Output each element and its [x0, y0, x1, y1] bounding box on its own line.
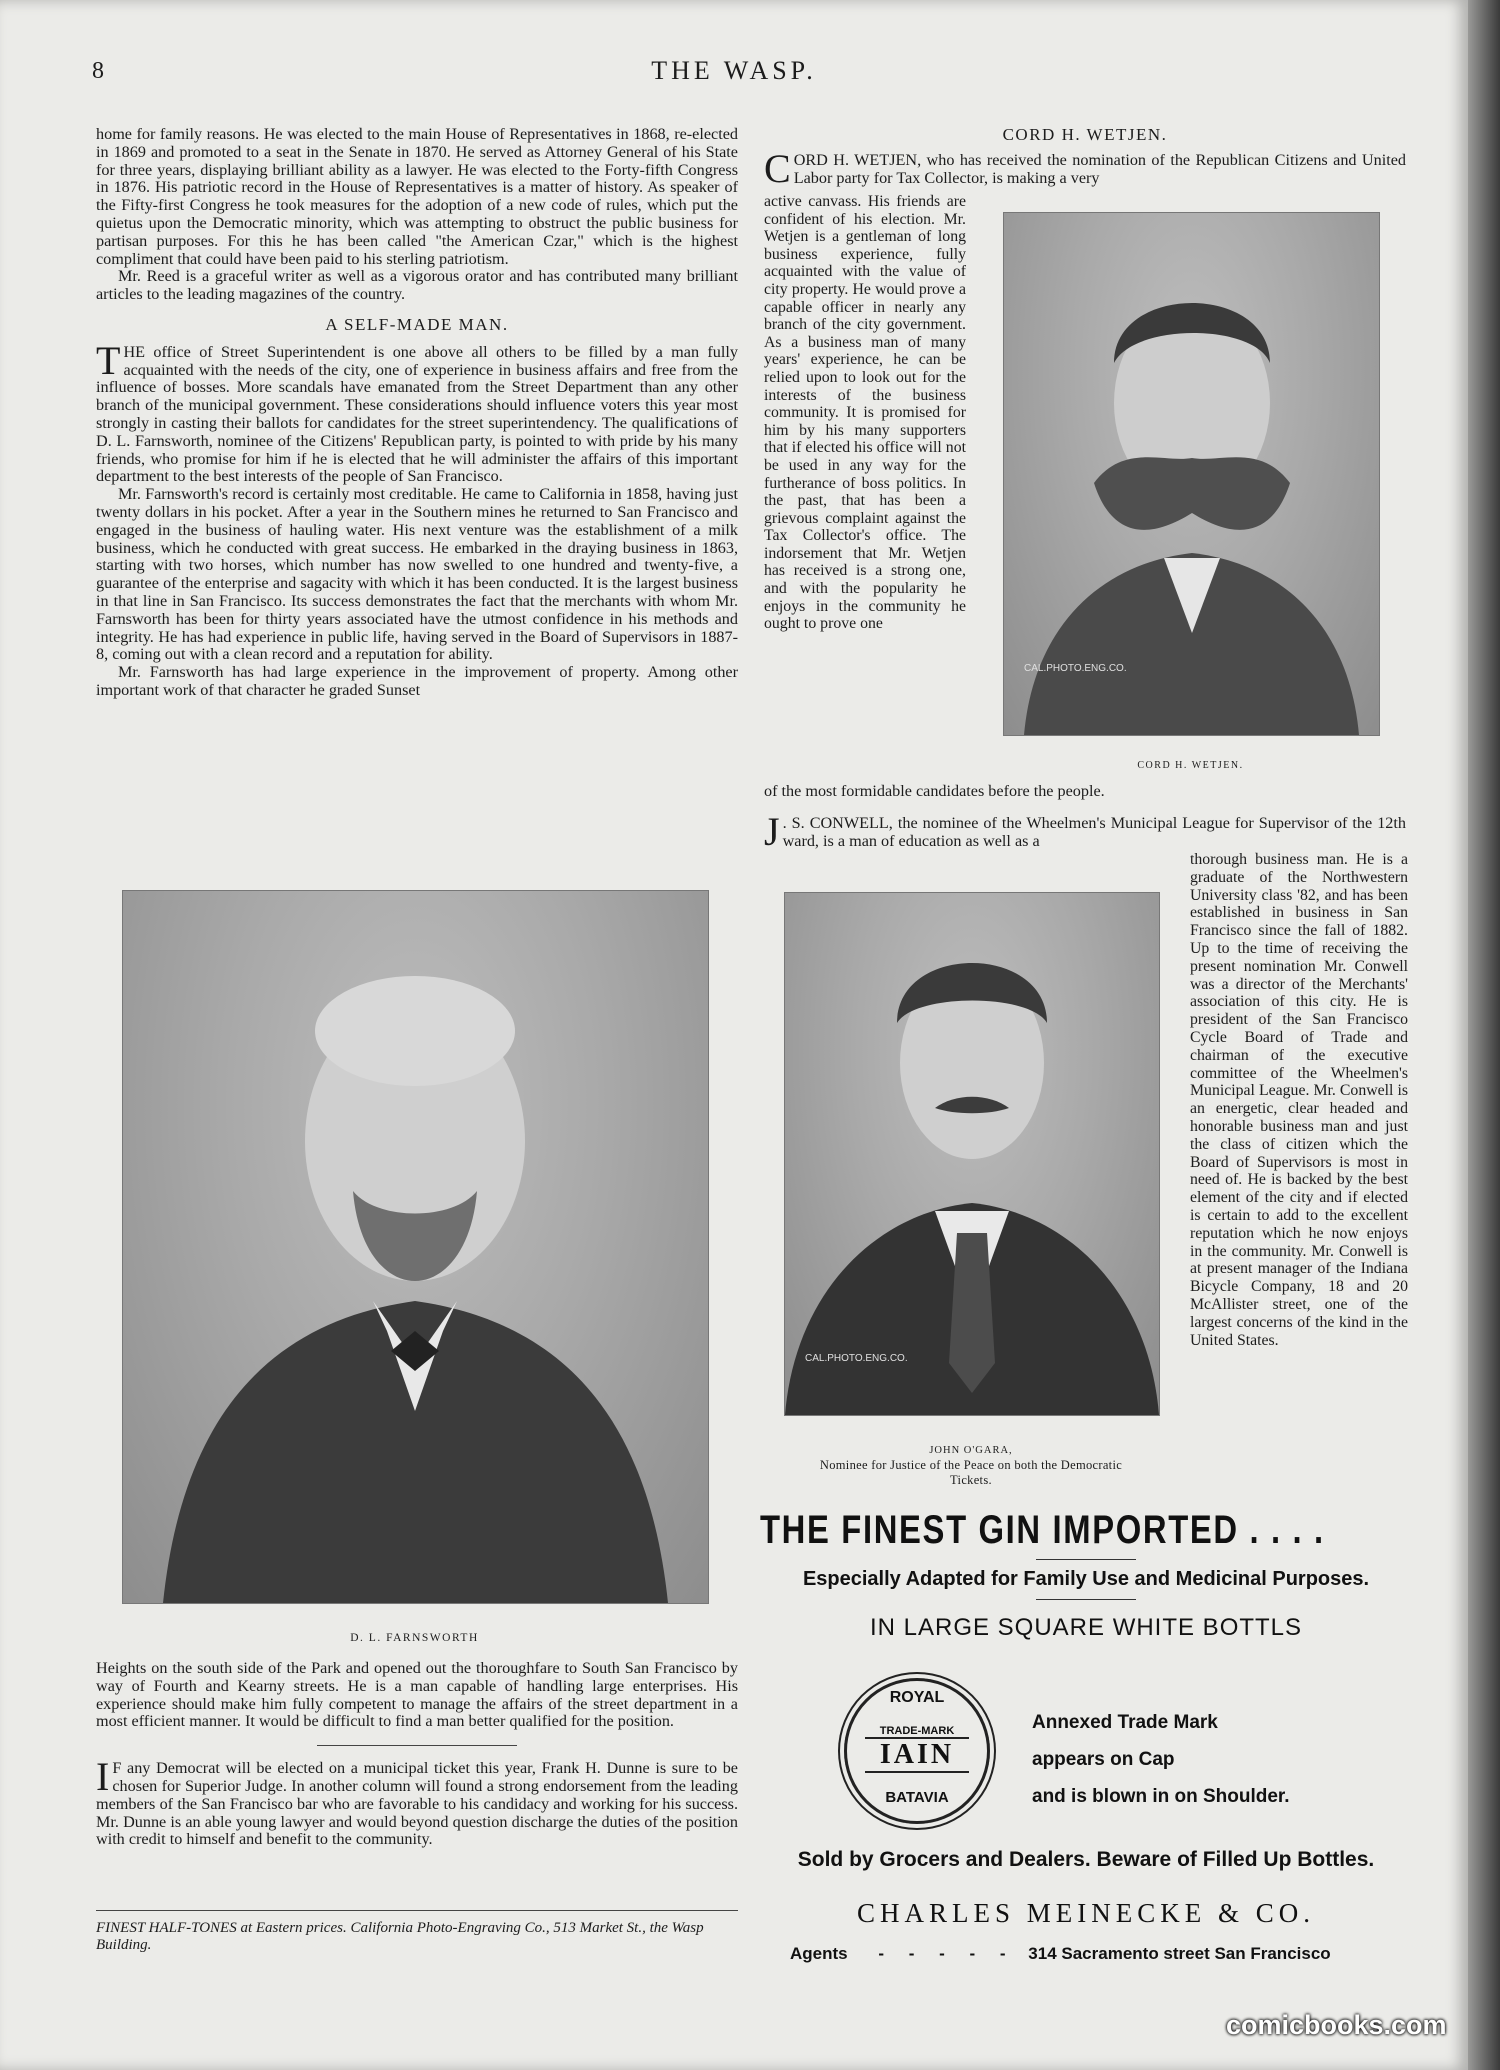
- ogara-engraver-mark: CAL.PHOTO.ENG.CO.: [805, 1353, 908, 1364]
- ad-subheading: Especially Adapted for Family Use and Medicinal Purposes.: [802, 1568, 1370, 1590]
- section-divider: [317, 1745, 517, 1746]
- stamp-batavia: BATAVIA: [885, 1789, 949, 1806]
- ad-rule: [1036, 1599, 1136, 1600]
- portrait-illustration: [1004, 213, 1379, 735]
- dropcap-i: I: [96, 1754, 110, 1800]
- royal-batavia-trademark: [844, 1678, 990, 1824]
- wetjen-tail: of the most formidable candidates before the people.: [764, 782, 1105, 800]
- self-made-paragraph-2: Mr. Farnsworth's record is certainly most creditable. He came to California in 1858, having just twenty dollars in his pocket. After a year in the Southern mines he returned to San Francisco and engaged in the business of hauling water. His next venture was the establishment of a milk business, which he conducted with great success. He embarked in the draying business in 1863, starting with two horses, which number has now swelled to one hundred and twenty-five, a guarantee of the enterprise and sagacity with which it has been conducted. It is the largest business in that line in San Francisco. Its success demonstrates the fact that the merchants with whom Mr. Farnsworth has been for thirty years associated have the utmost confidence in his methods and integrity. He has had experience in public life, having served in the Board of Supervisors in 1887-8, coming out with a clean record and a reputation for ability.: [96, 485, 738, 664]
- reed-paragraph-1: home for family reasons. He was elected to the main House of Representatives in 1868, re-elected in 1869 and promoted to a seat in the Senate in 1870. He served as Attorney General of his State for three years, displaying brilliant ability as a lawyer. He was elected to the Forty-fifth Congress in 1876. His patriotic record in the House of Representatives is a matter of history. As speaker of the Fifty-first Congress he took measures for the adoption of a new code of rules, which put the quietus upon the Democratic minority, which was attempting to obstruct the public business for partisan purposes. For this he has been called "the American Czar," which is the highest compliment that could have been paid to his sterling patriotism.: [96, 125, 738, 268]
- stamp-royal: ROYAL: [889, 1689, 945, 1706]
- credit-rule: [96, 1910, 738, 1911]
- ad-rule: [1036, 1559, 1136, 1560]
- self-made-continued: Heights on the south side of the Park and opened out the thoroughfare to South San Francisco by way of Fourth and Kearny streets. He is a man capable of handling large enterprises. His experience should make him fully competent to manage the affairs of the street department in a most efficient manner. It would be difficult to find a man better qualified for the position.: [96, 1659, 738, 1731]
- dropcap-c: C: [764, 145, 791, 191]
- dropcap-j: J: [764, 809, 780, 854]
- dropcap-t: T: [96, 337, 121, 383]
- self-made-paragraph-3: Mr. Farnsworth has had large experience in the improvement of property. Among other important work of that character he graded Sunset: [96, 663, 738, 699]
- wetjen-engraver-mark: CAL.PHOTO.ENG.CO.: [1024, 663, 1127, 674]
- ogara-nomination: Nominee for Justice of the Peace on both the Democratic: [819, 1458, 1123, 1472]
- farnsworth-portrait: [122, 890, 709, 1604]
- ogara-name: JOHN O'GARA,: [929, 1445, 1013, 1456]
- conwell-lead-block: [764, 809, 1406, 854]
- wetjen-portrait: [1003, 212, 1380, 736]
- stamp-center: [865, 1725, 969, 1773]
- left-column-top: [96, 126, 738, 700]
- self-made-heading: A SELF-MADE MAN.: [325, 314, 509, 334]
- trademark-line-3: and is blown in on Shoulder.: [1032, 1786, 1290, 1807]
- conwell-lead: J . S. CONWELL, the nominee of the Wheelmen's Municipal League for Supervisor of the 12th ward, is a man of education as well as a: [764, 809, 1406, 854]
- farnsworth-caption: D. L. FARNSWORTH: [350, 1632, 479, 1644]
- trademark-line-1: Annexed Trade Mark: [1032, 1712, 1218, 1733]
- ad-firm-name: CHARLES MEINECKE & CO.: [856, 1898, 1315, 1928]
- trademark-line-2: appears on Cap: [1032, 1749, 1175, 1770]
- agents-dashes: - - - - -: [878, 1944, 1016, 1963]
- gin-advertisement: [760, 1508, 1412, 1978]
- ad-sold-by: Sold by Grocers and Dealers. Beware of Filled Up Bottles.: [797, 1848, 1375, 1871]
- ogara-portrait: [784, 892, 1160, 1416]
- trademark-note: [1032, 1704, 1290, 1815]
- dunne-paragraph: I F any Democrat will be elected on a municipal ticket this year, Frank H. Dunne is sure to be chosen for Superior Judge. In another column will found a strong endorsement from the leading members of the San Francisco bar who are favorable to his candidacy and working for his success. Mr. Dunne is an able young lawyer and would beyond question discharge the duties of the position with credit to himself and benefit to the community.: [96, 1754, 738, 1849]
- reed-paragraph-2: Mr. Reed is a graceful writer as well as a vigorous orator and has contributed many brilliant articles to the leading magazines of the country.: [96, 267, 738, 304]
- page-number: 8: [92, 58, 104, 84]
- left-column-bottom: [96, 1660, 738, 1849]
- wetjen-heading-block: [764, 125, 1406, 191]
- conwell-body: thorough business man. He is a graduate of the Northwestern University class '82, and has been established in business in San Francisco since the fall of 1882. Up to the time of receiving the present nomination Mr. Conwell was a director of the Merchants' association of this city. He is president of the San Francisco Cycle Board of Trade and chairman of the executive committee of the Wheelmen's Municipal League. Mr. Conwell is an energetic, clear headed and honorable business man and just the class of citizen which the Board of Supervisors is most in need of. He is backed by the best element of the city and if elected is certain to add to the excellent reputation which he now enjoys in the community. Mr. Conwell is at present manager of the Indiana Bicycle Company, 18 and 20 McAllister street, one of the largest concerns of the kind in the United States.: [1190, 851, 1408, 1349]
- ogara-tickets: Tickets.: [950, 1473, 992, 1487]
- ad-bottles-line: IN LARGE SQUARE WHITE BOTTLS: [869, 1614, 1303, 1641]
- wetjen-caption: CORD H. WETJEN.: [1137, 760, 1244, 771]
- ogara-caption: [756, 1443, 1186, 1488]
- site-watermark: comicbooks.com: [1226, 2010, 1447, 2040]
- wetjen-body: active canvass. His friends are confident of his election. Mr. Wetjen is a gentleman of long business experience, fully acquainted with the value of city property. He would prove a capable officer in nearly any branch of the city government. As a business man of many years' experience, he can be relied upon to look out for the interests of the business community. It is promised for him by his many supporters that if elected his office will not be used in any way for the furtherance of boss politics. In the past, that has been a grievous complaint against the Tax Collector's office. The indorsement that Mr. Wetjen has received is a strong one, and with the popularity he enjoys in the community he ought to prove one: [764, 193, 966, 633]
- agents-label: Agents: [790, 1944, 848, 1963]
- portrait-illustration: [123, 891, 708, 1603]
- portrait-illustration: [785, 893, 1159, 1415]
- page-edge-shadow: [1468, 0, 1500, 2070]
- stamp-brand: IAIN: [865, 1737, 969, 1773]
- ad-agents-line: [790, 1944, 1410, 1964]
- ad-headline: THE FINEST GIN IMPORTED . . . .: [760, 1508, 1325, 1552]
- running-title: THE WASP.: [651, 56, 817, 85]
- engraving-credit: FINEST HALF-TONES at Eastern prices. California Photo-Engraving Co., 513 Market St., the Wasp Building.: [96, 1920, 704, 1953]
- wetjen-heading: CORD H. WETJEN.: [1002, 125, 1168, 144]
- self-made-paragraph-1: THE office of Street Superintendent is one above all others to be filled by a man fully acquainted with the needs of the city, one of experience in business affairs and free from the influence of bosses. More scandals have emanated from the Street Department than any other branch of the municipal government. These considerations should influence voters this year most strongly in casting their ballots for candidates for the street superintendency. The qualifications of D. L. Farnsworth, nominee of the Citizens' Republican party, is pointed to with pride by his many friends, who promise for him if he is elected that he will administer the affairs of this important department to the best interests of the people of San Francisco.: [96, 337, 738, 486]
- agents-address: 314 Sacramento street San Francisco: [1028, 1944, 1331, 1963]
- wetjen-lead: CORD H. WETJEN, who has received the nomination of the Republican Citizens and United Labor party for Tax Collector, is making a very: [764, 145, 1406, 191]
- stamp-trade-mark: TRADE-MARK: [879, 1725, 955, 1737]
